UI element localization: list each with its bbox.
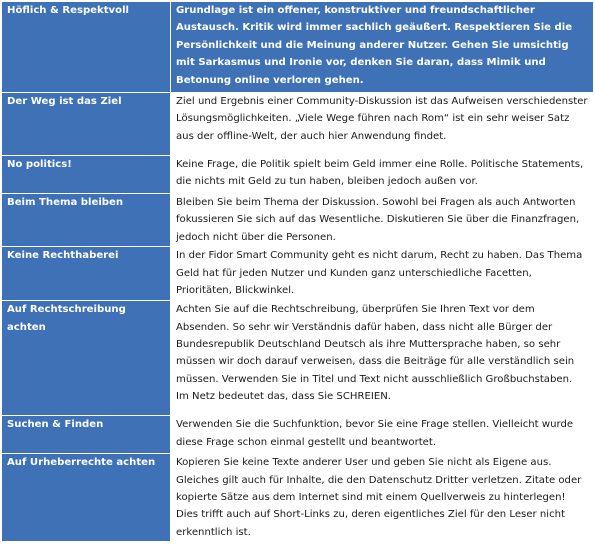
rule-description: Kopieren Sie keine Texte anderer User und geben Sie nicht als Eigene aus. Gleiches gilt auch für Inhalte, die den Datenschutz Dritter verletzen. Zitate oder kopierte Sätze aus dem Internet sind mit einem Quellverweis zu hinterlegen! Dies trifft auch auf Short-Links zu, deren eigentliches Ziel für den Leser nicht erkenntlich ist. [171, 454, 594, 542]
rule-label: No politics! [2, 156, 171, 194]
table-row [2, 194, 594, 247]
rule-label: Höflich & Respektvoll [2, 2, 171, 93]
rule-description: Ziel und Ergebnis einer Community-Diskussion ist das Aufweisen verschiedenster Lösungsmöglichkeiten. „Viele Wege führen nach Rom“ ist ein sehr weiser Satz aus der offline-Welt, der auch hier Anwendung findet. [171, 93, 594, 156]
table-row [2, 247, 594, 301]
rule-description: Achten Sie auf die Rechtschreibung, überprüfen Sie Ihren Text vor dem Absenden. So sehr wir Verständnis dafür haben, dass nicht alle Bürger der Bundesrepublik Deutschland Deutsch als ihre Muttersprache haben, so sehr müssen wir doch darauf verweisen, dass die Beiträge für alle verständlich sein müssen. Verwenden Sie in Titel und Text nicht ausschließlich Großbuchstaben. Im Netz bedeutet das, dass Sie SCHREIEN. [171, 301, 594, 416]
table-row [2, 454, 594, 542]
rule-description: Verwenden Sie die Suchfunktion, bevor Sie eine Frage stellen. Vielleicht wurde diese Frage schon einmal gestellt und beantwortet. [171, 416, 594, 454]
community-rules-table [1, 1, 594, 542]
document-page [0, 1, 595, 552]
rule-description: Bleiben Sie beim Thema der Diskussion. Sowohl bei Fragen als auch Antworten fokussieren Sie sich auf das Wesentliche. Diskutieren Sie über die Finanzfragen, jedoch nicht über die Personen. [171, 194, 594, 247]
table-row [2, 416, 594, 454]
rule-label: Auf Urheberrechte achten [2, 454, 171, 542]
rule-label: Beim Thema bleiben [2, 194, 171, 247]
rule-description: In der Fidor Smart Community geht es nicht darum, Recht zu haben. Das Thema Geld hat für jeden Nutzer und Kunden ganz unterschiedliche Facetten, Prioritäten, Blickwinkel. [171, 247, 594, 301]
rule-label: Suchen & Finden [2, 416, 171, 454]
rule-label: Auf Rechtschreibung achten [2, 301, 171, 416]
rule-label: Keine Rechthaberei [2, 247, 171, 301]
rule-label: Der Weg ist das Ziel [2, 93, 171, 156]
rule-description: Grundlage ist ein offener, konstruktiver und freundschaftlicher Austausch. Kritik wird immer sachlich geäußert. Respektieren Sie die Persönlichkeit und die Meinung anderer Nutzer. Gehen Sie umsichtig mit Sarkasmus und Ironie vor, denken Sie daran, dass Mimik und Betonung online verloren gehen. [171, 2, 594, 93]
table-row [2, 2, 594, 93]
rule-description: Keine Frage, die Politik spielt beim Geld immer eine Rolle. Politische Statements, die nichts mit Geld zu tun haben, bleiben jedoch außen vor. [171, 156, 594, 194]
table-row [2, 93, 594, 156]
table-row [2, 156, 594, 194]
table-row [2, 301, 594, 416]
